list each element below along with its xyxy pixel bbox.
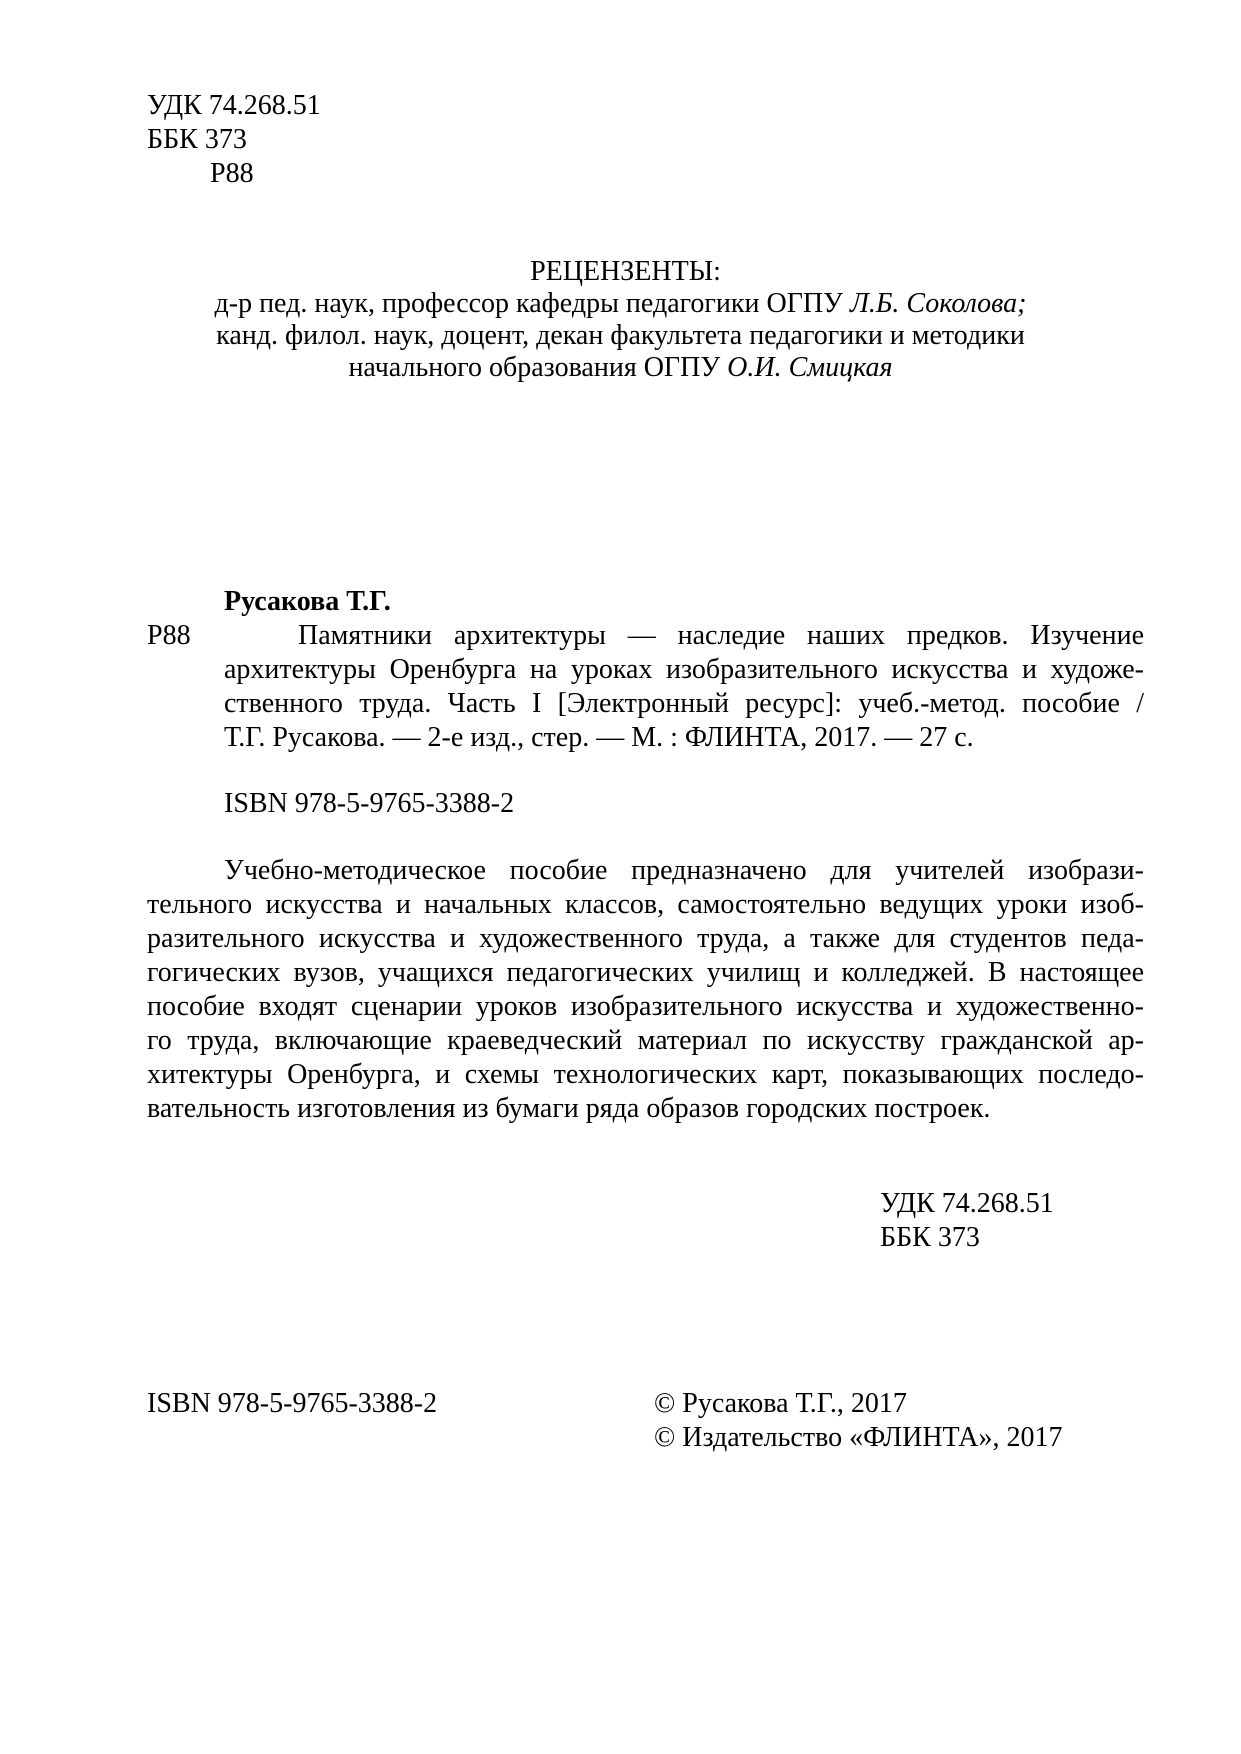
annotation-paragraph — [147, 855, 1144, 1127]
annotation-line: вательность изготовления из бумаги ряда образов городских построек. — [147, 1093, 991, 1124]
record-line: Т.Г. Русакова. — 2-е изд., стер. — М. : ФЛИНТА, 2017. — 27 с. — [224, 722, 974, 753]
annotation-line: разительного искусства и художественного труда, а также для студентов педа- — [147, 923, 1144, 954]
udk-code-bottom: УДК 74.268.51 — [880, 1188, 1054, 1219]
reviewer-2 — [0, 352, 1241, 384]
record-line: ственного труда. Часть I [Электронный ресурс]: учеб.-метод. пособие / — [224, 688, 1144, 719]
annotation-line: гогических вузов, учащихся педагогических училищ и колледжей. В настоящее — [147, 957, 1144, 988]
annotation-line: го труда, включающие краеведческий материал по искусству гражданской ар- — [147, 1025, 1144, 1056]
record-author: Русакова Т.Г. — [224, 586, 391, 617]
record-line: архитектуры Оренбурга на уроках изобразительного искусства и художе- — [224, 654, 1144, 685]
udk-code-top: УДК 74.268.51 — [147, 90, 321, 121]
bibliographic-description — [224, 620, 1144, 756]
record-author-sign: Р88 — [147, 620, 191, 651]
record-line: Памятники архитектуры — наследие наших предков. Изучение — [298, 620, 1144, 651]
footer-isbn: ISBN 978-5-9765-3388-2 — [147, 1388, 438, 1419]
annotation-line: пособие входят сценарии уроков изобразительного искусства и художественно- — [147, 991, 1144, 1022]
author-sign-top: Р88 — [210, 158, 254, 189]
annotation-line: тельного искусства и начальных классов, самостоятельно ведущих уроки изоб- — [147, 889, 1144, 920]
record-isbn: ISBN 978-5-9765-3388-2 — [224, 788, 515, 819]
reviewers-block — [0, 256, 1241, 384]
reviewer-1 — [0, 288, 1241, 320]
bbk-code-top: ББК 373 — [147, 124, 247, 155]
copyright-author: © Русакова Т.Г., 2017 — [654, 1388, 907, 1419]
annotation-line: Учебно-методическое пособие предназначено для учителей изобрази- — [224, 855, 1144, 886]
reviewer-1-name: Л.Б. Соколова; — [849, 288, 1027, 319]
reviewer-2-name: О.И. Смицкая — [727, 352, 893, 383]
reviewer-2-position-line2: начального образования ОГПУ — [348, 352, 728, 383]
annotation-line: хитектуры Оренбурга, и схемы технологических карт, показывающих последо- — [147, 1059, 1144, 1090]
reviewers-title: РЕЦЕНЗЕНТЫ: — [530, 256, 721, 287]
reviewer-2-position-line1: канд. филол. наук, доцент, декан факультета педагогики и методики — [216, 320, 1025, 351]
reviewer-1-position: д-р пед. наук, профессор кафедры педагогики ОГПУ — [214, 288, 850, 319]
copyright-publisher: © Издательство «ФЛИНТА», 2017 — [654, 1422, 1063, 1453]
bbk-code-bottom: ББК 373 — [880, 1222, 980, 1253]
